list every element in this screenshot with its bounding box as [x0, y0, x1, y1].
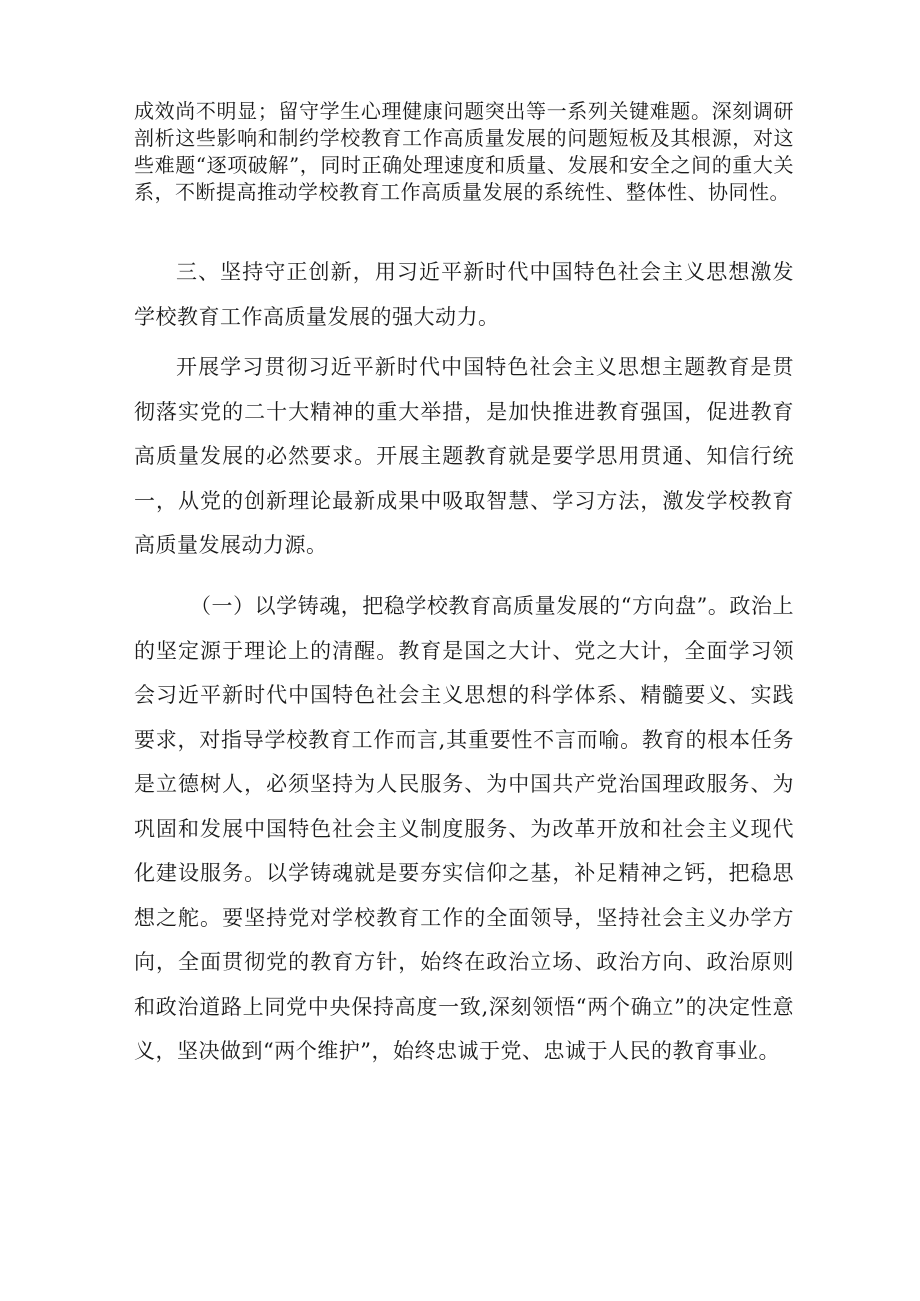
subsection-paragraph [134, 584, 794, 1074]
paragraph-continuation: 成效尚不明显；留守学生心理健康问题突出等一系列关键难题。深刻调研剖析这些影响和制约学校教育工作高质量发展的问题短板及其根源，对这些难题“逐项破解”，同时正确处理速度和质量、发展和安全之间的重大关系，不断提高推动学校教育工作高质量发展的系统性、整体性、协同性。 [134, 99, 794, 204]
body-paragraph: 开展学习贯彻习近平新时代中国特色社会主义思想主题教育是贯彻落实党的二十大精神的重大举措，是加快推进教育强国，促进教育高质量发展的必然要求。开展主题教育就是要学思用贯通、知信行统一，从党的创新理论最新成果中吸取智慧、学习方法，激发学校教育高质量发展动力源。 [134, 355, 794, 557]
section-heading: 三、坚持守正创新，用习近平新时代中国特色社会主义思想激发学校教育工作高质量发展的强大动力。 [134, 260, 794, 329]
subsection-text: （一）以学铸魂，把稳学校教育高质量发展的“方向盘”。政治上的坚定源于理论上的清醒。教育是国之大计、党之大计，全面学习领会习近平新时代中国特色社会主义思想的科学体系、精髓要义、实践要求，对指导学校教育工作而言,其重要性不言而喻。教育的根本任务是立德树人，必须坚持为人民服务、为中国共产党治国理政服务、为巩固和发展中国特色社会主义制度服务、为改革开放和社会主义现代化建设服务。以学铸魂就是要夯实信仰之基，补足精神之钙，把稳思想之舵。要坚持党对学校教育工作的全面领导，坚持社会主义办学方向，全面贯彻党的教育方针，始终在政治立场、政治方向、政治原则和政治道路上同党中央保持高度一致,深刻领悟“两个确立”的决定性意义，坚决做到“两个维护”，始终忠诚于党、忠诚于人民的教育事业。 [134, 594, 794, 1063]
